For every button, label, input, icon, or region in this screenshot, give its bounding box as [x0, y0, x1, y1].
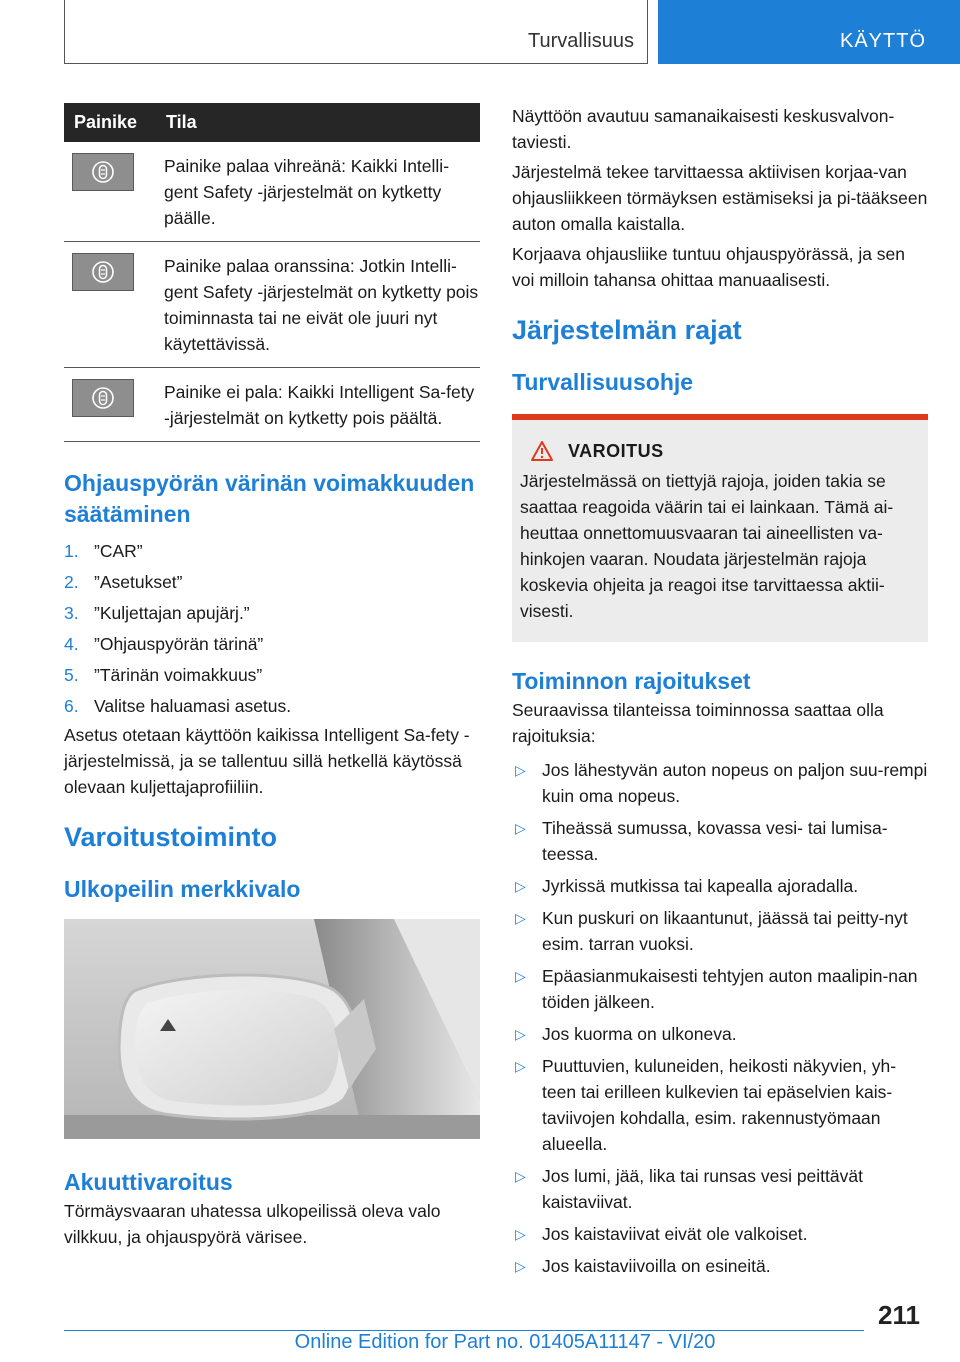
list-item: ▷ Jyrkissä mutkissa tai kapealla ajoradalla. — [515, 876, 859, 896]
acute-warning-heading: Akuuttivaroitus — [64, 1169, 233, 1195]
paragraph: Korjaava ohjausliike tuntuu ohjauspyörässä, ja sen voi milloin tahansa ohittaa manuaalisesti. — [512, 244, 906, 290]
warning-box — [512, 414, 928, 642]
list-item: 3. ”Kuljettajan apujärj.” — [64, 603, 250, 623]
restrictions-intro: Seuraavissa tilanteissa toiminnossa saattaa olla rajoituksia: — [512, 700, 884, 746]
system-limits-heading: Järjestelmän rajat — [512, 315, 742, 345]
safety-notice-heading: Turvallisuusohje — [512, 369, 694, 395]
warning-function-heading: Varoitustoiminto — [64, 822, 278, 852]
table-cell-state: Painike palaa oranssina: Jotkin Intelli-gent Safety -järjestelmät on kytketty pois toiminnasta tai ne eivät ole juuri nyt käytettävissä. — [164, 242, 480, 368]
paragraph: Järjestelmä tekee tarvittaessa aktiivisen korjaa-van ohjausliikkeen törmäyksen estämiseksi ja pi-tääkseen auton omalla kaistalla. — [512, 162, 928, 234]
list-item: ▷ Jos kaistaviivat eivät ole valkoiset. — [515, 1224, 808, 1244]
list-item: ▷ Jos lumi, jää, lika tai runsas vesi peittävät kaistaviivat. — [515, 1166, 863, 1212]
section-title: Turvallisuus — [528, 30, 634, 52]
mirror-light-heading: Ulkopeilin merkkivalo — [64, 876, 301, 902]
right-column — [512, 103, 928, 1285]
left-column — [64, 103, 480, 1250]
column-header-button: Painike — [64, 103, 164, 142]
list-item: ▷ Jos lähestyvän auton nopeus on paljon suu-rempi kuin oma nopeus. — [515, 760, 928, 806]
warning-title: VAROITUS — [568, 440, 664, 461]
list-item: 4. ”Ohjauspyörän tärinä” — [64, 634, 264, 654]
table-row — [64, 368, 480, 442]
list-item: 6. Valitse haluamasi asetus. — [64, 696, 292, 716]
chapter-tab: KÄYTTÖ — [658, 0, 960, 64]
list-item: 2. ”Asetukset” — [64, 572, 183, 592]
footer-edition: Online Edition for Part no. 01405A11147 - VI/20 — [294, 1331, 716, 1353]
vibration-note: Asetus otetaan käyttöön kaikissa Intelligent Sa-fety -järjestelmissä, ja se tallentuu sillä hetkellä käytössä olevaan kuljettajaprofiiliin. — [64, 725, 470, 797]
safety-button-icon — [72, 153, 134, 191]
table-cell-state: Painike palaa vihreänä: Kaikki Intelli-gent Safety -järjestelmät on kytketty päälle. — [164, 142, 480, 242]
page-number: 211 — [878, 1300, 920, 1330]
list-item: ▷ Jos kuorma on ulkoneva. — [515, 1024, 737, 1044]
restrictions-list — [512, 757, 928, 1279]
restrictions-heading: Toiminnon rajoitukset — [512, 668, 751, 694]
mirror-photo — [64, 919, 480, 1139]
list-item: ▷ Kun puskuri on likaantunut, jäässä tai peitty-nyt esim. tarran vuoksi. — [515, 908, 908, 954]
vibration-heading: Ohjauspyörän värinän voimakkuuden säätäminen — [64, 470, 475, 527]
list-item: 5. ”Tärinän voimakkuus” — [64, 665, 263, 685]
safety-button-icon — [72, 253, 134, 291]
acute-warning-text: Törmäysvaaran uhatessa ulkopeilissä oleva valo vilkkuu, ja ohjauspyörä värisee. — [64, 1201, 441, 1247]
column-header-state: Tila — [164, 103, 480, 142]
warning-triangle-icon — [530, 440, 554, 462]
settings-steps — [64, 536, 480, 722]
list-item: ▷ Puuttuvien, kuluneiden, heikosti näkyvien, yh-teen tai erilleen kulkevien tai epäselvien kais-taviivojen kohdalla, esim. rakennustyömaan alueella. — [515, 1056, 897, 1154]
safety-button-icon — [72, 379, 134, 417]
paragraph: Näyttöön avautuu samanaikaisesti keskusvalvon-taviesti. — [512, 106, 895, 152]
list-item: ▷ Tiheässä sumussa, kovassa vesi- tai lumisa-teessa. — [515, 818, 888, 864]
list-item: ▷ Epäasianmukaisesti tehtyjen auton maalipin-nan töiden jälkeen. — [515, 966, 918, 1012]
table-row — [64, 142, 480, 242]
list-item: 1. ”CAR” — [64, 541, 143, 561]
button-state-table — [64, 103, 480, 442]
table-row — [64, 242, 480, 368]
table-cell-state: Painike ei pala: Kaikki Intelligent Sa-fety -järjestelmät on kytketty pois päältä. — [164, 368, 480, 442]
list-item: ▷ Jos kaistaviivoilla on esineitä. — [515, 1256, 771, 1276]
warning-text: Järjestelmässä on tiettyjä rajoja, joiden takia se saattaa reagoida väärin tai ei lainkaan. Tämä ai-heuttaa onnettomuusvaaran tai aineellisten va-hinkojen vaaran. Noudata järjestelmän rajoja koskevia ohjeita ja reagoi itse tarvittaessa aktii-visesti. — [520, 471, 894, 621]
table-header-row — [64, 103, 480, 142]
